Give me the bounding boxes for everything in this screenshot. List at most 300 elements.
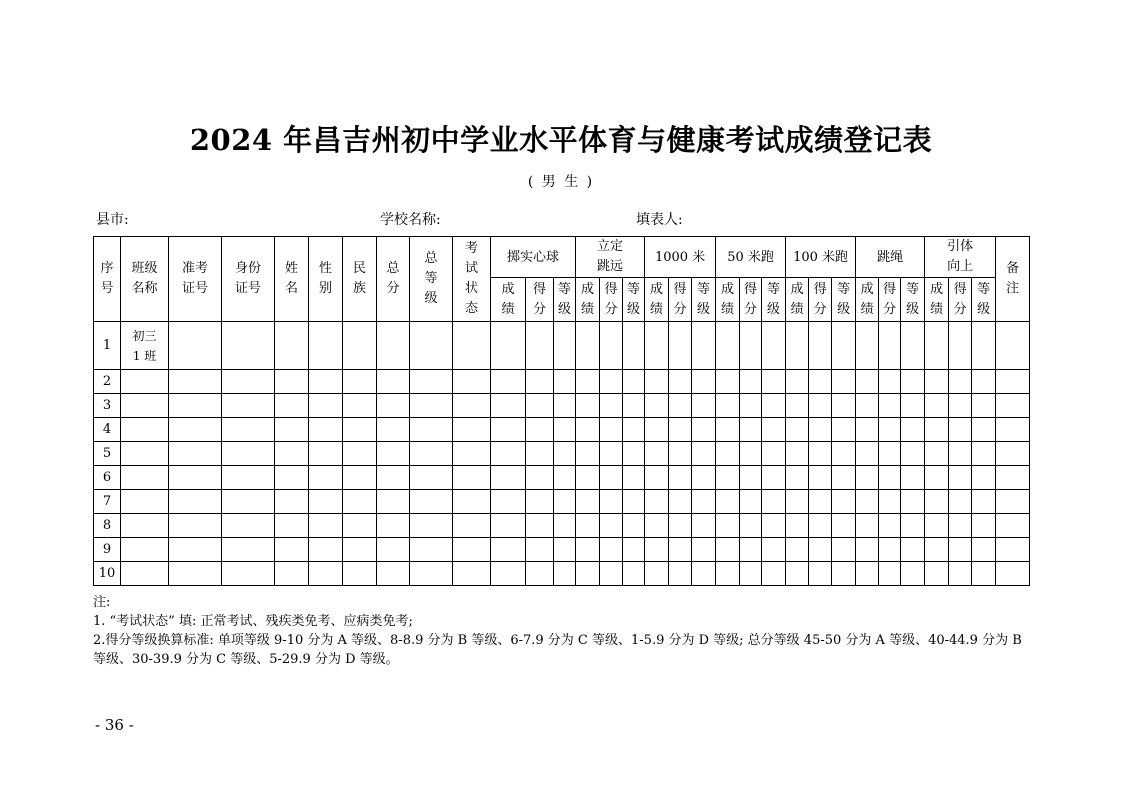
entry-cell[interactable] — [856, 370, 879, 394]
entry-cell[interactable] — [901, 490, 925, 514]
entry-cell[interactable] — [453, 466, 491, 490]
entry-cell[interactable] — [809, 514, 832, 538]
entry-cell[interactable] — [901, 370, 925, 394]
entry-cell[interactable] — [410, 514, 453, 538]
entry-cell[interactable] — [645, 538, 669, 562]
entry-cell[interactable] — [554, 418, 576, 442]
entry-cell[interactable] — [669, 562, 692, 586]
entry-cell[interactable] — [762, 514, 786, 538]
entry-cell[interactable] — [309, 322, 343, 370]
entry-cell[interactable] — [879, 466, 901, 490]
entry-cell[interactable] — [879, 562, 901, 586]
entry-cell[interactable] — [309, 490, 343, 514]
entry-cell[interactable] — [623, 442, 645, 466]
entry-cell[interactable] — [786, 322, 809, 370]
entry-cell[interactable] — [762, 442, 786, 466]
entry-cell[interactable] — [526, 562, 554, 586]
entry-cell[interactable] — [554, 562, 576, 586]
entry-cell[interactable] — [762, 562, 786, 586]
entry-cell[interactable] — [343, 442, 377, 466]
entry-cell[interactable] — [972, 418, 996, 442]
entry-cell[interactable] — [275, 370, 309, 394]
entry-cell[interactable] — [786, 538, 809, 562]
entry-cell[interactable] — [972, 490, 996, 514]
entry-cell[interactable] — [222, 514, 275, 538]
entry-cell[interactable] — [925, 442, 949, 466]
entry-cell[interactable] — [275, 490, 309, 514]
entry-cell[interactable] — [169, 538, 222, 562]
entry-cell[interactable] — [832, 394, 856, 418]
entry-cell[interactable] — [925, 466, 949, 490]
entry-cell[interactable] — [716, 562, 740, 586]
entry-cell[interactable] — [222, 466, 275, 490]
entry-cell[interactable] — [740, 370, 762, 394]
entry-cell[interactable] — [526, 322, 554, 370]
entry-cell[interactable] — [740, 442, 762, 466]
entry-cell[interactable] — [169, 394, 222, 418]
entry-cell[interactable] — [879, 322, 901, 370]
entry-cell[interactable] — [623, 370, 645, 394]
entry-cell[interactable] — [576, 490, 600, 514]
entry-cell[interactable] — [786, 418, 809, 442]
entry-cell[interactable] — [692, 370, 716, 394]
entry-cell[interactable] — [410, 538, 453, 562]
entry-cell[interactable] — [692, 562, 716, 586]
entry-cell[interactable] — [996, 562, 1030, 586]
entry-cell[interactable] — [832, 562, 856, 586]
entry-cell[interactable] — [856, 490, 879, 514]
entry-cell[interactable] — [716, 466, 740, 490]
entry-cell[interactable] — [856, 418, 879, 442]
entry-cell[interactable] — [762, 394, 786, 418]
entry-cell[interactable] — [343, 370, 377, 394]
entry-cell[interactable] — [832, 322, 856, 370]
entry-cell[interactable] — [169, 514, 222, 538]
entry-cell[interactable] — [309, 466, 343, 490]
entry-cell[interactable] — [925, 562, 949, 586]
entry-cell[interactable] — [645, 562, 669, 586]
entry-cell[interactable] — [377, 418, 410, 442]
entry-cell[interactable] — [600, 466, 623, 490]
entry-cell[interactable] — [879, 370, 901, 394]
entry-cell[interactable] — [740, 514, 762, 538]
entry-cell[interactable] — [576, 562, 600, 586]
entry-cell[interactable] — [972, 322, 996, 370]
entry-cell[interactable] — [222, 418, 275, 442]
entry-cell[interactable] — [600, 322, 623, 370]
entry-cell[interactable] — [762, 538, 786, 562]
entry-cell[interactable] — [716, 418, 740, 442]
entry-cell[interactable] — [222, 322, 275, 370]
entry-cell[interactable] — [600, 370, 623, 394]
entry-cell[interactable] — [832, 370, 856, 394]
class-name-cell[interactable] — [121, 394, 169, 418]
entry-cell[interactable] — [526, 394, 554, 418]
entry-cell[interactable] — [410, 394, 453, 418]
entry-cell[interactable] — [786, 442, 809, 466]
entry-cell[interactable] — [377, 538, 410, 562]
entry-cell[interactable] — [949, 442, 972, 466]
entry-cell[interactable] — [623, 562, 645, 586]
entry-cell[interactable] — [554, 514, 576, 538]
entry-cell[interactable] — [169, 466, 222, 490]
entry-cell[interactable] — [809, 322, 832, 370]
entry-cell[interactable] — [645, 442, 669, 466]
entry-cell[interactable] — [309, 394, 343, 418]
entry-cell[interactable] — [669, 442, 692, 466]
entry-cell[interactable] — [343, 418, 377, 442]
entry-cell[interactable] — [856, 394, 879, 418]
entry-cell[interactable] — [343, 562, 377, 586]
entry-cell[interactable] — [809, 562, 832, 586]
entry-cell[interactable] — [275, 322, 309, 370]
entry-cell[interactable] — [856, 538, 879, 562]
entry-cell[interactable] — [576, 514, 600, 538]
entry-cell[interactable] — [740, 394, 762, 418]
entry-cell[interactable] — [645, 418, 669, 442]
entry-cell[interactable] — [645, 514, 669, 538]
entry-cell[interactable] — [377, 442, 410, 466]
entry-cell[interactable] — [275, 514, 309, 538]
entry-cell[interactable] — [949, 490, 972, 514]
entry-cell[interactable] — [410, 466, 453, 490]
entry-cell[interactable] — [925, 490, 949, 514]
entry-cell[interactable] — [762, 370, 786, 394]
entry-cell[interactable] — [275, 418, 309, 442]
entry-cell[interactable] — [856, 442, 879, 466]
entry-cell[interactable] — [856, 562, 879, 586]
entry-cell[interactable] — [996, 514, 1030, 538]
entry-cell[interactable] — [901, 514, 925, 538]
entry-cell[interactable] — [453, 394, 491, 418]
entry-cell[interactable] — [343, 322, 377, 370]
entry-cell[interactable] — [669, 394, 692, 418]
class-name-cell[interactable] — [121, 442, 169, 466]
entry-cell[interactable] — [309, 418, 343, 442]
entry-cell[interactable] — [645, 394, 669, 418]
entry-cell[interactable] — [786, 562, 809, 586]
class-name-cell[interactable] — [121, 466, 169, 490]
entry-cell[interactable] — [669, 538, 692, 562]
entry-cell[interactable] — [762, 418, 786, 442]
entry-cell[interactable] — [576, 442, 600, 466]
entry-cell[interactable] — [996, 370, 1030, 394]
entry-cell[interactable] — [453, 490, 491, 514]
entry-cell[interactable] — [669, 370, 692, 394]
entry-cell[interactable] — [669, 514, 692, 538]
entry-cell[interactable] — [453, 514, 491, 538]
entry-cell[interactable] — [491, 514, 526, 538]
entry-cell[interactable] — [169, 370, 222, 394]
entry-cell[interactable] — [832, 514, 856, 538]
entry-cell[interactable] — [526, 442, 554, 466]
entry-cell[interactable] — [526, 370, 554, 394]
entry-cell[interactable] — [740, 418, 762, 442]
entry-cell[interactable] — [453, 538, 491, 562]
entry-cell[interactable] — [972, 538, 996, 562]
entry-cell[interactable] — [410, 442, 453, 466]
entry-cell[interactable] — [377, 394, 410, 418]
entry-cell[interactable] — [901, 394, 925, 418]
entry-cell[interactable] — [879, 490, 901, 514]
entry-cell[interactable] — [169, 490, 222, 514]
entry-cell[interactable] — [972, 394, 996, 418]
entry-cell[interactable] — [377, 490, 410, 514]
entry-cell[interactable] — [762, 490, 786, 514]
entry-cell[interactable] — [526, 538, 554, 562]
entry-cell[interactable] — [716, 514, 740, 538]
entry-cell[interactable] — [879, 418, 901, 442]
entry-cell[interactable] — [554, 466, 576, 490]
entry-cell[interactable] — [832, 538, 856, 562]
entry-cell[interactable] — [491, 562, 526, 586]
entry-cell[interactable] — [879, 442, 901, 466]
entry-cell[interactable] — [343, 490, 377, 514]
entry-cell[interactable] — [740, 538, 762, 562]
class-name-cell[interactable] — [121, 490, 169, 514]
entry-cell[interactable] — [169, 562, 222, 586]
entry-cell[interactable] — [410, 370, 453, 394]
entry-cell[interactable] — [623, 538, 645, 562]
entry-cell[interactable] — [901, 466, 925, 490]
entry-cell[interactable] — [832, 490, 856, 514]
entry-cell[interactable] — [491, 442, 526, 466]
entry-cell[interactable] — [692, 322, 716, 370]
entry-cell[interactable] — [222, 394, 275, 418]
entry-cell[interactable] — [491, 490, 526, 514]
entry-cell[interactable] — [600, 514, 623, 538]
entry-cell[interactable] — [343, 466, 377, 490]
entry-cell[interactable] — [576, 394, 600, 418]
entry-cell[interactable] — [491, 466, 526, 490]
entry-cell[interactable] — [925, 538, 949, 562]
entry-cell[interactable] — [600, 394, 623, 418]
entry-cell[interactable] — [377, 562, 410, 586]
entry-cell[interactable] — [949, 418, 972, 442]
entry-cell[interactable] — [972, 562, 996, 586]
entry-cell[interactable] — [669, 466, 692, 490]
entry-cell[interactable] — [491, 394, 526, 418]
entry-cell[interactable] — [996, 466, 1030, 490]
entry-cell[interactable] — [453, 562, 491, 586]
entry-cell[interactable] — [576, 322, 600, 370]
entry-cell[interactable] — [275, 562, 309, 586]
entry-cell[interactable] — [645, 370, 669, 394]
entry-cell[interactable] — [222, 490, 275, 514]
entry-cell[interactable] — [669, 490, 692, 514]
entry-cell[interactable] — [309, 514, 343, 538]
entry-cell[interactable] — [832, 418, 856, 442]
entry-cell[interactable] — [275, 538, 309, 562]
class-name-cell[interactable] — [121, 514, 169, 538]
entry-cell[interactable] — [309, 562, 343, 586]
entry-cell[interactable] — [377, 514, 410, 538]
entry-cell[interactable] — [410, 490, 453, 514]
entry-cell[interactable] — [740, 466, 762, 490]
entry-cell[interactable] — [832, 442, 856, 466]
entry-cell[interactable] — [491, 418, 526, 442]
entry-cell[interactable] — [786, 394, 809, 418]
entry-cell[interactable] — [645, 322, 669, 370]
entry-cell[interactable] — [554, 322, 576, 370]
entry-cell[interactable] — [669, 322, 692, 370]
entry-cell[interactable] — [716, 322, 740, 370]
entry-cell[interactable] — [600, 562, 623, 586]
entry-cell[interactable] — [623, 322, 645, 370]
entry-cell[interactable] — [554, 442, 576, 466]
entry-cell[interactable] — [169, 322, 222, 370]
entry-cell[interactable] — [740, 490, 762, 514]
entry-cell[interactable] — [343, 538, 377, 562]
entry-cell[interactable] — [996, 490, 1030, 514]
class-name-cell[interactable]: 初三1 班 — [121, 322, 169, 370]
entry-cell[interactable] — [309, 370, 343, 394]
entry-cell[interactable] — [692, 442, 716, 466]
entry-cell[interactable] — [996, 418, 1030, 442]
entry-cell[interactable] — [716, 538, 740, 562]
entry-cell[interactable] — [309, 442, 343, 466]
entry-cell[interactable] — [901, 538, 925, 562]
entry-cell[interactable] — [786, 466, 809, 490]
entry-cell[interactable] — [879, 394, 901, 418]
entry-cell[interactable] — [762, 322, 786, 370]
entry-cell[interactable] — [576, 418, 600, 442]
entry-cell[interactable] — [554, 370, 576, 394]
entry-cell[interactable] — [453, 370, 491, 394]
entry-cell[interactable] — [949, 538, 972, 562]
entry-cell[interactable] — [169, 442, 222, 466]
entry-cell[interactable] — [879, 514, 901, 538]
entry-cell[interactable] — [410, 418, 453, 442]
entry-cell[interactable] — [972, 442, 996, 466]
entry-cell[interactable] — [716, 490, 740, 514]
entry-cell[interactable] — [453, 322, 491, 370]
entry-cell[interactable] — [222, 538, 275, 562]
entry-cell[interactable] — [222, 442, 275, 466]
entry-cell[interactable] — [949, 322, 972, 370]
entry-cell[interactable] — [453, 442, 491, 466]
entry-cell[interactable] — [623, 514, 645, 538]
entry-cell[interactable] — [901, 562, 925, 586]
entry-cell[interactable] — [222, 370, 275, 394]
entry-cell[interactable] — [600, 490, 623, 514]
entry-cell[interactable] — [526, 490, 554, 514]
entry-cell[interactable] — [669, 418, 692, 442]
entry-cell[interactable] — [809, 370, 832, 394]
entry-cell[interactable] — [576, 466, 600, 490]
entry-cell[interactable] — [554, 538, 576, 562]
entry-cell[interactable] — [809, 418, 832, 442]
entry-cell[interactable] — [996, 538, 1030, 562]
entry-cell[interactable] — [925, 418, 949, 442]
entry-cell[interactable] — [949, 394, 972, 418]
entry-cell[interactable] — [526, 418, 554, 442]
entry-cell[interactable] — [526, 514, 554, 538]
entry-cell[interactable] — [309, 538, 343, 562]
entry-cell[interactable] — [809, 490, 832, 514]
entry-cell[interactable] — [554, 394, 576, 418]
entry-cell[interactable] — [809, 394, 832, 418]
entry-cell[interactable] — [716, 370, 740, 394]
entry-cell[interactable] — [576, 370, 600, 394]
entry-cell[interactable] — [949, 514, 972, 538]
entry-cell[interactable] — [901, 418, 925, 442]
entry-cell[interactable] — [377, 370, 410, 394]
entry-cell[interactable] — [169, 418, 222, 442]
entry-cell[interactable] — [623, 394, 645, 418]
entry-cell[interactable] — [343, 514, 377, 538]
entry-cell[interactable] — [856, 322, 879, 370]
class-name-cell[interactable] — [121, 538, 169, 562]
entry-cell[interactable] — [377, 322, 410, 370]
entry-cell[interactable] — [491, 538, 526, 562]
entry-cell[interactable] — [716, 394, 740, 418]
entry-cell[interactable] — [925, 394, 949, 418]
entry-cell[interactable] — [692, 538, 716, 562]
entry-cell[interactable] — [623, 490, 645, 514]
entry-cell[interactable] — [453, 418, 491, 442]
entry-cell[interactable] — [949, 370, 972, 394]
entry-cell[interactable] — [762, 466, 786, 490]
entry-cell[interactable] — [526, 466, 554, 490]
entry-cell[interactable] — [275, 394, 309, 418]
entry-cell[interactable] — [491, 370, 526, 394]
entry-cell[interactable] — [692, 394, 716, 418]
entry-cell[interactable] — [275, 466, 309, 490]
entry-cell[interactable] — [786, 490, 809, 514]
entry-cell[interactable] — [996, 442, 1030, 466]
entry-cell[interactable] — [996, 322, 1030, 370]
entry-cell[interactable] — [692, 418, 716, 442]
entry-cell[interactable] — [554, 490, 576, 514]
entry-cell[interactable] — [600, 538, 623, 562]
entry-cell[interactable] — [901, 442, 925, 466]
entry-cell[interactable] — [716, 442, 740, 466]
entry-cell[interactable] — [809, 538, 832, 562]
entry-cell[interactable] — [275, 442, 309, 466]
entry-cell[interactable] — [786, 514, 809, 538]
class-name-cell[interactable] — [121, 418, 169, 442]
entry-cell[interactable] — [222, 562, 275, 586]
entry-cell[interactable] — [856, 466, 879, 490]
entry-cell[interactable] — [623, 418, 645, 442]
class-name-cell[interactable] — [121, 562, 169, 586]
entry-cell[interactable] — [740, 562, 762, 586]
entry-cell[interactable] — [856, 514, 879, 538]
entry-cell[interactable] — [925, 322, 949, 370]
entry-cell[interactable] — [645, 490, 669, 514]
entry-cell[interactable] — [972, 514, 996, 538]
entry-cell[interactable] — [491, 322, 526, 370]
class-name-cell[interactable] — [121, 370, 169, 394]
entry-cell[interactable] — [879, 538, 901, 562]
entry-cell[interactable] — [410, 322, 453, 370]
entry-cell[interactable] — [925, 370, 949, 394]
entry-cell[interactable] — [996, 394, 1030, 418]
entry-cell[interactable] — [410, 562, 453, 586]
entry-cell[interactable] — [832, 466, 856, 490]
entry-cell[interactable] — [949, 466, 972, 490]
entry-cell[interactable] — [949, 562, 972, 586]
entry-cell[interactable] — [623, 466, 645, 490]
entry-cell[interactable] — [692, 514, 716, 538]
entry-cell[interactable] — [972, 466, 996, 490]
entry-cell[interactable] — [692, 466, 716, 490]
entry-cell[interactable] — [809, 442, 832, 466]
entry-cell[interactable] — [740, 322, 762, 370]
entry-cell[interactable] — [576, 538, 600, 562]
entry-cell[interactable] — [600, 418, 623, 442]
